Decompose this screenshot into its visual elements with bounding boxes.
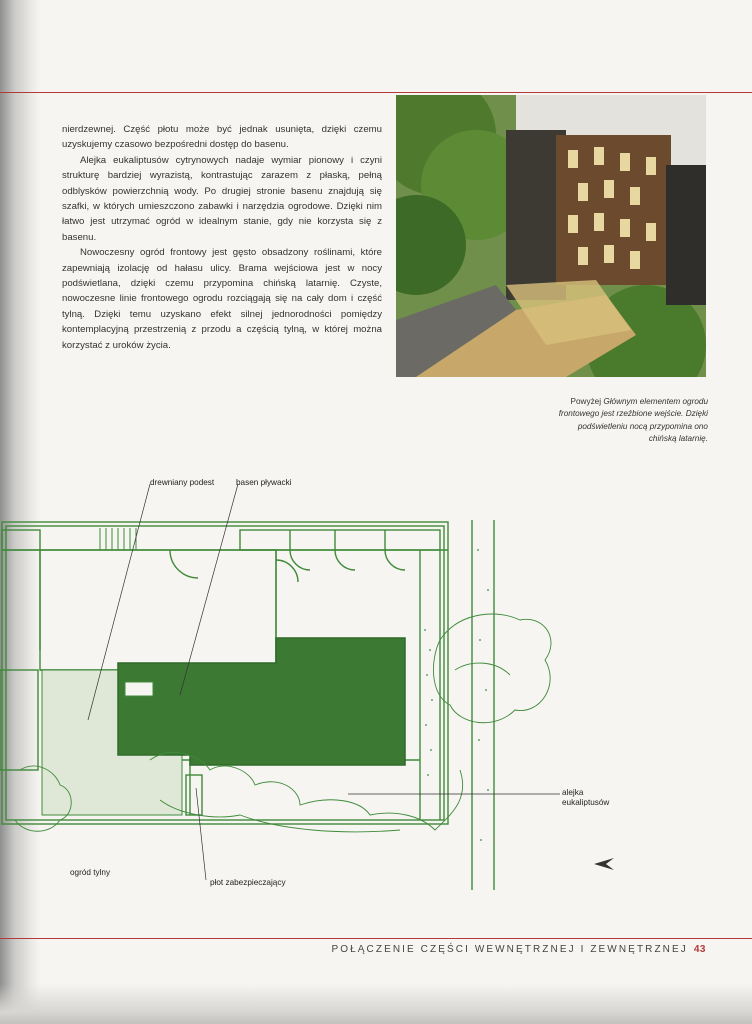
garden-plan <box>0 470 752 910</box>
label-alley-1: alejka <box>562 788 584 797</box>
garden-plan-drawing <box>0 470 752 910</box>
photo-illustration <box>396 95 706 377</box>
paragraph-3: Nowoczesny ogród frontowy jest gęsto obsadzony roślinami, które zapewniają izolację od hałasu ulicy. Brama wejściowa jest w nocy podświetlana, dzięki czemu przypomina chińską latarnię. Czyste, nowoczesne linie frontowego ogrodu rozciągają się na cały dom i część tylną. Dzięki temu uzyskano efekt silnej jednorodności pomiędzy kontemplacyjną przestrzenią z przodu a częścią tylną, w której można korzystać z uroków życia. <box>62 247 382 351</box>
label-fence: płot zabezpieczający <box>210 878 286 887</box>
page-number: 43 <box>693 944 706 955</box>
north-arrow-icon <box>592 856 616 872</box>
caption-text: Głównym elementem ogrodu frontowego jest rzeźbione wejście. Dzięki podświetleniu nocą przypomina ono chińską latarnię. <box>558 397 708 444</box>
bottom-rule <box>0 938 752 939</box>
photo-entrance-gate <box>396 95 706 377</box>
label-alley-2: eukaliptusów <box>562 798 610 807</box>
paragraph-2: Alejka eukaliptusów cytrynowych nadaje wymiar pionowy i czyni strukturę bardziej wyrazistą, kontrastując zarazem z płaską, pełną odblysków powierzchnią wody. Po drugiej stronie basenu znajdują się szafki, w których umieszczono zabawki i narzędzia ogrodowe. Dzięki nim łatwo jest utrzymać ogród w idealnym stanie, gdy nie korzysta się z basenu. <box>62 154 382 243</box>
page-bottom-shadow <box>0 984 752 1024</box>
label-back-garden: ogród tylny <box>70 868 111 877</box>
caption-lead: Powyżej <box>570 397 602 406</box>
label-pool: basen pływacki <box>236 478 292 487</box>
label-deck: drewniany podest <box>150 478 215 487</box>
top-rule <box>0 92 752 93</box>
photo-caption <box>548 396 708 446</box>
footer-title: POŁĄCZENIE CZĘŚCI WEWNĘTRZNEJ I ZEWNĘTRZNEJ <box>331 944 688 955</box>
paragraph-1: nierdzewnej. Część płotu może być jednak usunięta, dzięki czemu uzyskujemy czasowo bezpośredni dostęp do basenu. <box>62 124 382 151</box>
running-footer <box>331 944 706 955</box>
body-text <box>62 122 382 353</box>
